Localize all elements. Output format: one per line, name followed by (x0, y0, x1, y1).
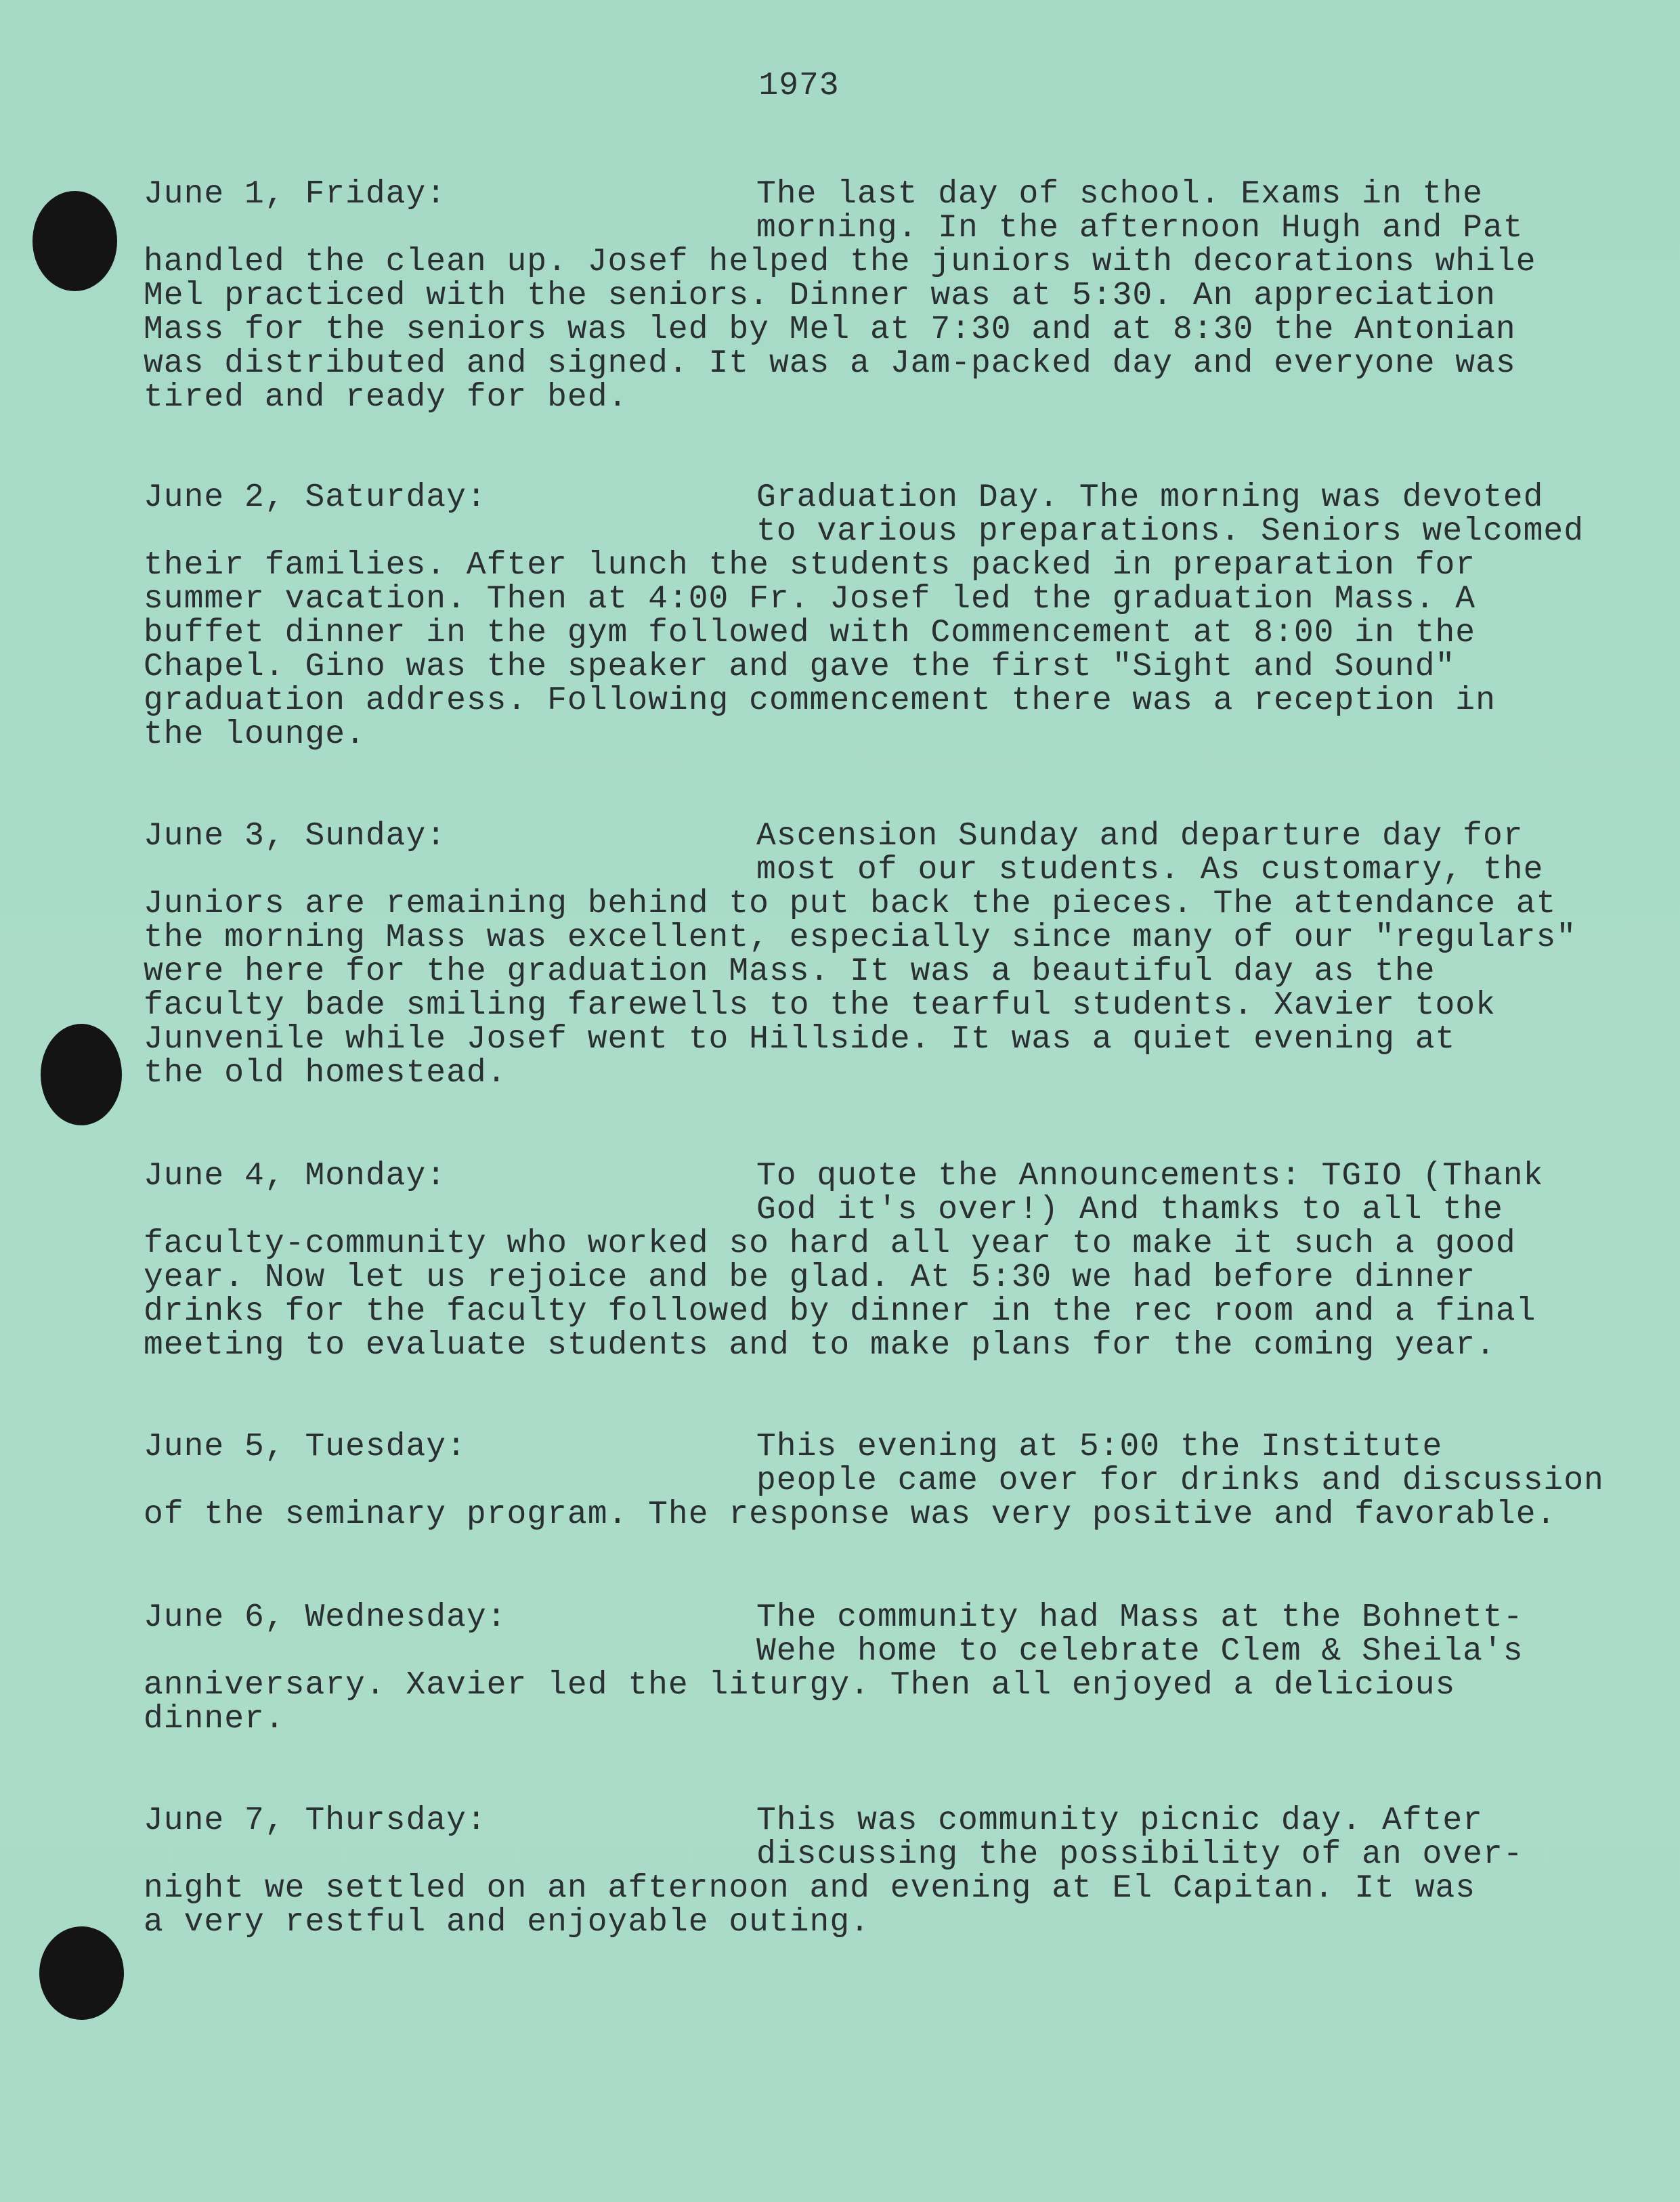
diary-entry (144, 819, 1633, 1090)
diary-entry (144, 177, 1633, 414)
entry-text-body: their families. After lunch the students packed in preparation for summer vacation. Then at 4:00 Fr. Josef led the graduation Mass. A buffet dinner in the gym followed with Commencement at 8:00 in the Chapel. Gino was the speaker and gave the first "Sight and Sound" graduation address. Following commencement there was a reception in the lounge. (144, 547, 1496, 753)
entry-text-lead: The community had Mass at the Bohnett- Wehe home to celebrate Clem & Sheila's (756, 1599, 1524, 1670)
entry-text-body: handled the clean up. Josef helped the juniors with decorations while Mel practiced with the seniors. Dinner was at 5:30. An appreciation Mass for the seniors was led by Mel at 7:30 and at 8:30 the Antonian was distributed and signed. It was a Jam-packed day and everyone was tired and ready for bed. (144, 244, 1536, 416)
entry-date: June 2, Saturday: (144, 479, 487, 516)
punch-hole-top (33, 191, 117, 291)
entry-date: June 3, Sunday: (144, 818, 447, 855)
entry-date: June 6, Wednesday: (144, 1599, 507, 1636)
entry-date: June 1, Friday: (144, 176, 447, 213)
diary-entry (144, 1804, 1633, 1939)
entry-text-lead: This evening at 5:00 the Institute people came over for drinks and discussion (756, 1429, 1604, 1499)
diary-entry (144, 481, 1633, 752)
entry-text-body: of the seminary program. The response was very positive and favorable. (144, 1496, 1557, 1533)
entry-text-lead: Graduation Day. The morning was devoted to various preparations. Seniors welcomed (756, 479, 1584, 550)
entry-date: June 4, Monday: (144, 1158, 447, 1194)
punch-hole-bottom (39, 1926, 124, 2020)
entry-text-lead: This was community picnic day. After discussing the possibility of an over- (756, 1802, 1524, 1873)
entry-text-body: faculty-community who worked so hard all year to make it such a good year. Now let us rejoice and be glad. At 5:30 we had before dinner drinks for the faculty followed by dinner in the rec room and a final meeting to evaluate students and to make plans for the coming year. (144, 1226, 1536, 1364)
entry-date: June 7, Thursday: (144, 1802, 487, 1839)
diary-entry (144, 1601, 1633, 1736)
entry-text-lead: To quote the Announcements: TGIO (Thank God it's over!) And thamks to all the (756, 1158, 1544, 1228)
entry-date: June 5, Tuesday: (144, 1429, 467, 1465)
diary-entry (144, 1159, 1633, 1362)
diary-entry (144, 1430, 1633, 1532)
punch-hole-middle (41, 1024, 122, 1125)
entry-text-lead: The last day of school. Exams in the morning. In the afternoon Hugh and Pat (756, 176, 1524, 246)
entry-text-body: anniversary. Xavier led the liturgy. Then all enjoyed a delicious dinner. (144, 1667, 1456, 1737)
entry-text-body: Juniors are remaining behind to put back the pieces. The attendance at the morning Mass was excellent, especially since many of our "regulars" were here for the graduation Mass. It was a beautiful day as the faculty bade smiling farewells to the tearful students. Xavier took Junvenile while Josef went to Hillside. It was a quiet evening at the old homestead. (144, 886, 1577, 1092)
entry-text-body: night we settled on an afternoon and evening at El Capitan. It was a very restful and enjoyable outing. (144, 1870, 1476, 1941)
entry-text-lead: Ascension Sunday and departure day for most of our students. As customary, the (756, 818, 1544, 888)
page-year-heading: 1973 (758, 68, 840, 104)
